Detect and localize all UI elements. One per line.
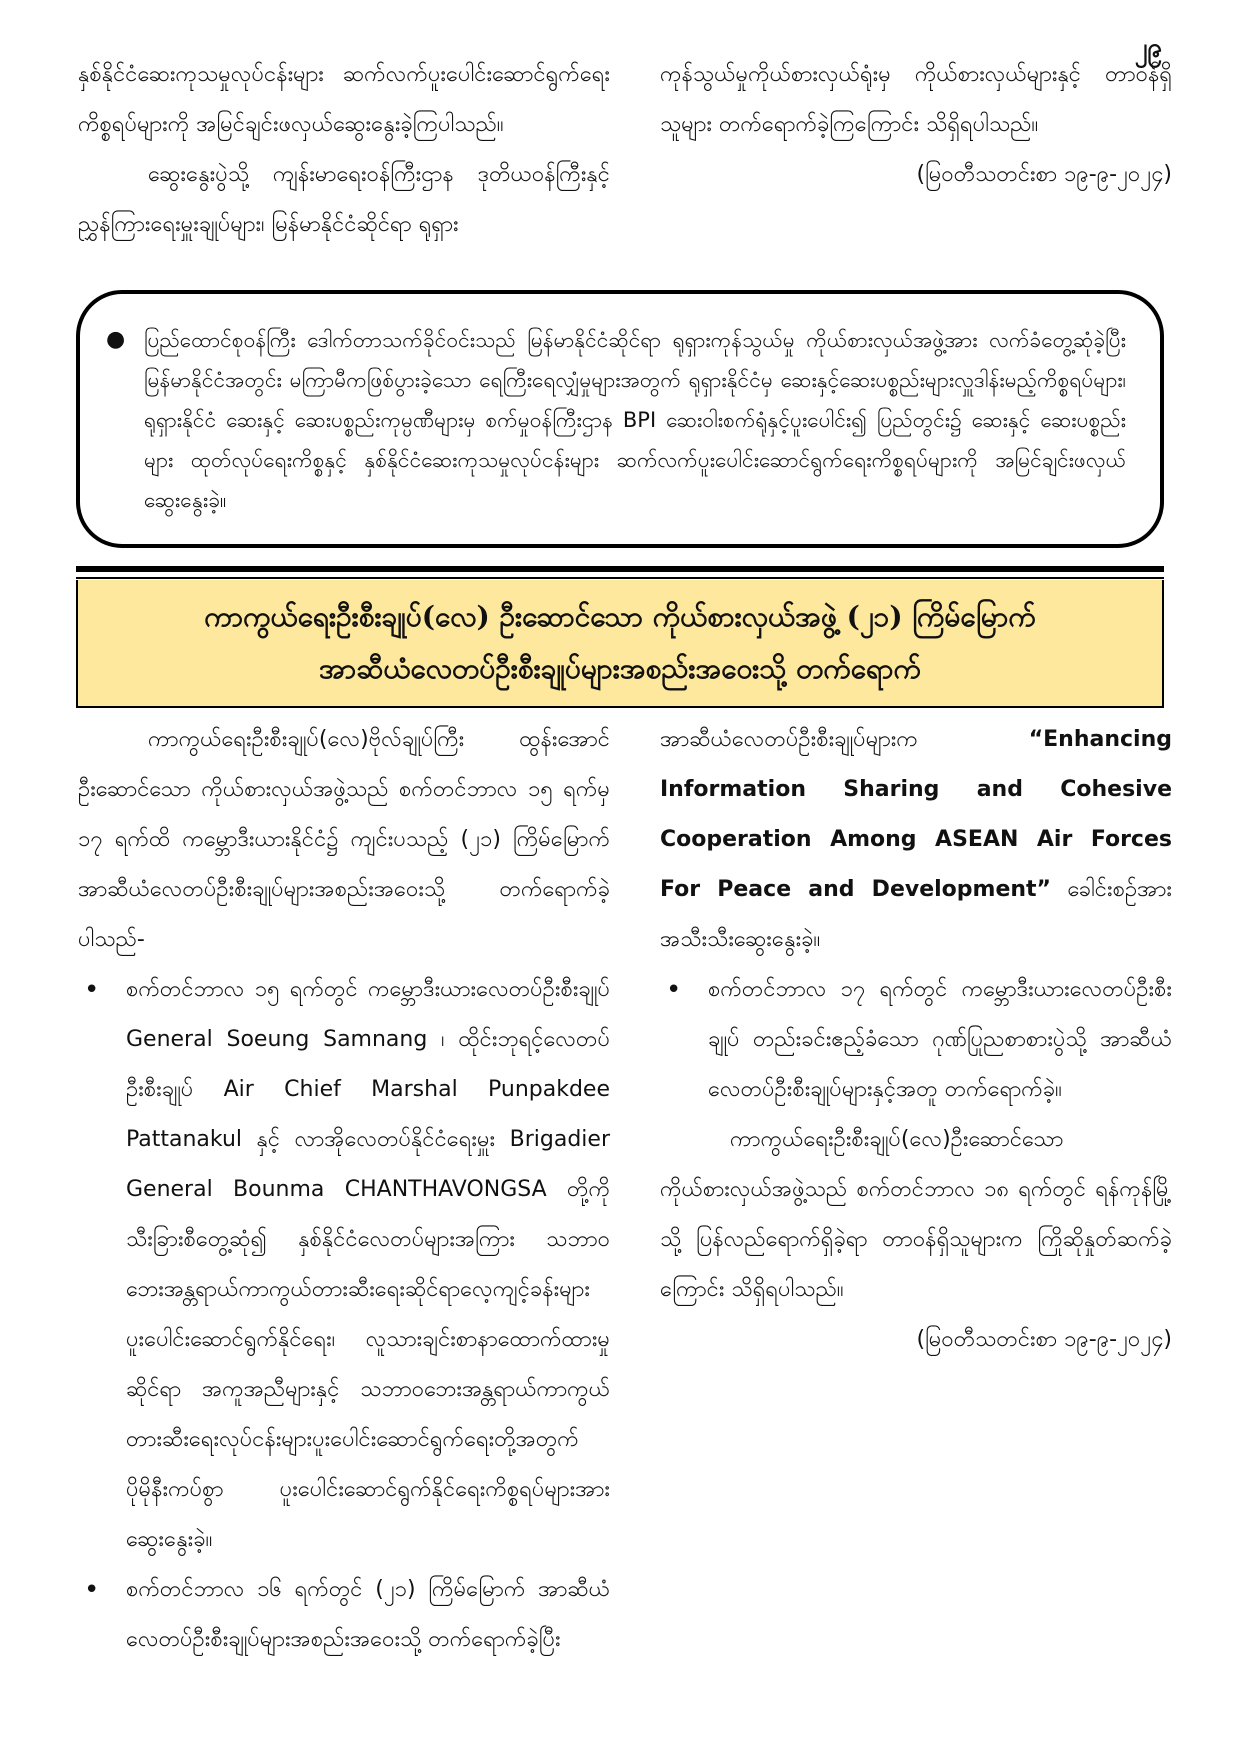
section-divider: [76, 566, 1164, 572]
intro-paragraph: ကာကွယ်ရေးဦးစီးချုပ်(လေ)ဗိုလ်ချုပ်ကြီး ထွန်းအောင် ဦးဆောင်သော ကိုယ်စားလှယ်အဖွဲ့သည် စက်တင်ဘာလ ၁၅ ရက်မှ ၁၇ ရက်ထိ ကမ္ဘောဒီးယားနိုင်ငံ၌ ကျင်းပသည့် (၂၁) ကြိမ်မြောက် အာဆီယံလေတပ်ဦးစီးချုပ်များအစည်းအဝေးသို့ တက်ရောက်ခဲ့ပါသည်-: [78, 727, 610, 952]
headline-line: ကာကွယ်ရေးဦးစီးချုပ်(လေ) ဦးဆောင်သော ကိုယ်စားလှယ်အဖွဲ့ (၂၁) ကြိမ်မြောက်: [204, 600, 1036, 633]
bullet-item: [78, 965, 610, 1565]
english-title: “Enhancing Information Sharing and Cohesive Cooperation Among ASEAN Air Forces For Peace and Development”: [660, 727, 1172, 902]
section-divider-thin: [76, 577, 1164, 579]
continued-paragraph: [660, 715, 1172, 965]
headline-line: အာဆီယံလေတပ်ဦးစီးချုပ်များအစည်းအဝေးသို့ တက်ရောက်: [319, 652, 921, 685]
paragraph: နှစ်နိုင်ငံဆေးကုသမှုလုပ်ငန်းများ ဆက်လက်ပူးပေါင်းဆောင်ရွက်ရေးကိစ္စရပ်များကို အမြင်ချင်းဖလှယ်ဆွေးနွေးခဲ့ကြပါသည်။: [78, 62, 610, 137]
text-run: အာဆီယံလေတပ်ဦးစီးချုပ်များက: [660, 727, 918, 752]
source-citation: (မြဝတီသတင်းစာ ၁၉-၉-၂၀၂၄): [916, 162, 1172, 187]
article-left-column: [78, 715, 610, 1665]
bullet-text: စက်တင်ဘာလ ၁၅ ရက်တွင် ကမ္ဘောဒီးယားလေတပ်ဦးစီးချုပ် General Soeung Samnang ၊ ထိုင်းဘုရင့်လေတပ်ဦးစီးချုပ် Air Chief Marshal Punpakdee Pattanakul နှင့် လာအိုလေတပ်နိုင်ငံရေးမှူး Brigadier General Bounma CHANTHAVONGSA တို့ကို သီးခြားစီတွေ့ဆုံ၍ နှစ်နိုင်ငံလေတပ်များအကြား သဘာဝဘေးအန္တရာယ်ကာကွယ်တားဆီးရေးဆိုင်ရာလေ့ကျင့်ခန်းများ ပူးပေါင်းဆောင်ရွက်နိုင်ရေး၊ လူသားချင်းစာနာထောက်ထားမှုဆိုင်ရာ အကူအညီများနှင့် သဘာဝဘေးအန္တရာယ်ကာကွယ်တားဆီးရေးလုပ်ငန်းများပူးပေါင်းဆောင်ရွက်ရေးတို့အတွက် ပိုမိုနီးကပ်စွာ ပူးပေါင်းဆောင်ရွက်နိုင်ရေးကိစ္စရပ်များအား ဆွေးနွေးခဲ့။: [126, 977, 610, 1552]
bullet-item: [660, 965, 1172, 1115]
bullet-item: [78, 1565, 610, 1665]
source-citation: (မြဝတီသတင်းစာ ၁၉-၉-၂၀၂၄): [916, 1327, 1172, 1352]
paragraph: ဆွေးနွေးပွဲသို့ ကျန်းမာရေးဝန်ကြီးဌာန ဒုတိယဝန်ကြီးနှင့် ညွှန်ကြားရေးမှူးချုပ်များ၊ မြန်မာနိုင်ငံဆိုင်ရာ ရုရှား: [78, 162, 610, 237]
summary-box: [76, 290, 1164, 548]
text-run: ခေါင်းစဉ်အား အသီးသီးဆွေးနွေးခဲ့။: [660, 877, 1172, 952]
summary-text: ● ပြည်ထောင်စုဝန်ကြီး ဒေါက်တာသက်ခိုင်ဝင်းသည် မြန်မာနိုင်ငံဆိုင်ရာ ရုရှားကုန်သွယ်မှု ကိုယ်စားလှယ်အဖွဲ့အား လက်ခံတွေ့ဆုံခဲ့ပြီး မြန်မာနိုင်ငံအတွင်း မကြာမီကဖြစ်ပွားခဲ့သော ရေကြီးရေလျှံမှုများအတွက် ရုရှားနိုင်ငံမှ ဆေးနှင့်ဆေးပစ္စည်းများလှူဒါန်းမည့်ကိစ္စရပ်များ၊ ရုရှားနိုင်ငံ ဆေးနှင့် ဆေးပစ္စည်းကုမ္ပဏီများမှ စက်မှုဝန်ကြီးဌာန BPI ဆေးဝါးစက်ရုံနှင့်ပူးပေါင်း၍ ပြည်တွင်း၌ ဆေးနှင့် ဆေးပစ္စည်းများ ထုတ်လုပ်ရေးကိစ္စနှင့် နှစ်နိုင်ငံဆေးကုသမှုလုပ်ငန်းများ ဆက်လက်ပူးပေါင်းဆောင်ရွက်ရေးကိစ္စရပ်များကို အမြင်ချင်းဖလှယ်ဆွေးနွေးခဲ့။: [144, 320, 1126, 520]
article-headline: [76, 580, 1164, 708]
article-right-column: [660, 715, 1172, 1365]
top-left-column: [78, 50, 610, 250]
page-number: ၂၉: [1134, 33, 1162, 63]
bullet-text: စက်တင်ဘာလ ၁၇ ရက်တွင် ကမ္ဘောဒီးယားလေတပ်ဦးစီးချုပ် တည်းခင်းဧည့်ခံသော ဂုဏ်ပြုညစာစားပွဲသို့ အာဆီယံလေတပ်ဦးစီးချုပ်များနှင့်အတူ တက်ရောက်ခဲ့။: [708, 977, 1172, 1102]
paragraph: ကုန်သွယ်မှုကိုယ်စားလှယ်ရုံးမှ ကိုယ်စားလှယ်များနှင့် တာဝန်ရှိသူများ တက်ရောက်ခဲ့ကြကြောင်း သိရှိရပါသည်။: [660, 62, 1172, 137]
top-right-column: [660, 50, 1172, 200]
closing-paragraph: ကာကွယ်ရေးဦးစီးချုပ်(လေ)ဦးဆောင်သော ကိုယ်စားလှယ်အဖွဲ့သည် စက်တင်ဘာလ ၁၈ ရက်တွင် ရန်ကုန်မြို့သို့ ပြန်လည်ရောက်ရှိခဲ့ရာ တာဝန်ရှိသူများက ကြိုဆိုနှုတ်ဆက်ခဲ့ကြောင်း သိရှိရပါသည်။: [660, 1127, 1172, 1302]
bullet-text: စက်တင်ဘာလ ၁၆ ရက်တွင် (၂၁) ကြိမ်မြောက် အာဆီယံလေတပ်ဦးစီးချုပ်များအစည်းအဝေးသို့ တက်ရောက်ခဲ့ပြီး: [126, 1577, 610, 1652]
